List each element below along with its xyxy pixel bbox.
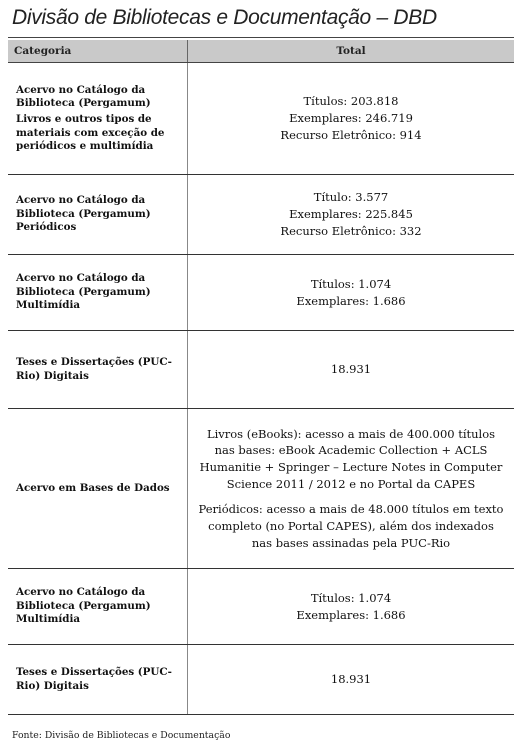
category-cell — [8, 175, 188, 255]
total-cell — [188, 255, 515, 331]
total-line: 18.931 — [330, 362, 372, 377]
total-line: Exemplares: 1.686 — [296, 607, 406, 622]
total-line: Títulos: 1.074 — [310, 276, 392, 291]
category-description: Livros e outros tipos de materiais com exceção de periódicos e multimídia — [16, 113, 165, 153]
table-row — [8, 63, 514, 175]
paragraph-gap — [198, 492, 504, 501]
category-title: Acervo no Catálogo da Biblioteca (Pergamum) Multimídia — [16, 272, 151, 312]
total-line: Recurso Eletrônico: 914 — [280, 127, 422, 142]
table-row — [8, 409, 514, 569]
total-cell — [188, 63, 515, 175]
total-line: Título: 3.577 — [313, 190, 389, 205]
table-header-row — [8, 40, 514, 63]
total-cell — [188, 645, 515, 715]
total-cell — [188, 409, 515, 569]
page-title: Divisão de Bibliotecas e Documentação – DBD — [12, 6, 437, 29]
total-line: Títulos: 1.074 — [310, 590, 392, 605]
category-cell — [8, 645, 188, 715]
category-cell — [8, 331, 188, 409]
category-title: Acervo no Catálogo da Biblioteca (Pergamum) Multimídia — [16, 586, 151, 626]
total-line: 18.931 — [330, 672, 372, 687]
total-cell — [188, 331, 515, 409]
category-title: Teses e Dissertações (PUC-Rio) Digitais — [16, 666, 172, 692]
category-cell — [8, 255, 188, 331]
category-cell — [8, 569, 188, 645]
table-row — [8, 175, 514, 255]
table-row — [8, 569, 514, 645]
total-line: Recurso Eletrônico: 332 — [280, 223, 422, 238]
total-line: Exemplares: 225.845 — [289, 207, 413, 222]
table-row — [8, 645, 514, 715]
category-title: Acervo no Catálogo da Biblioteca (Pergamum) — [16, 83, 151, 109]
total-line: Exemplares: 246.719 — [289, 111, 413, 126]
category-title: Acervo em Bases de Dados — [16, 481, 170, 494]
table-row — [8, 331, 514, 409]
title-divider — [8, 37, 514, 38]
category-title: Acervo no Catálogo da Biblioteca (Pergamum) Periódicos — [16, 194, 151, 234]
column-header-total: Total — [188, 40, 515, 63]
total-cell — [188, 175, 515, 255]
total-line: Títulos: 203.818 — [303, 94, 399, 109]
column-header-category: Categoria — [8, 40, 188, 63]
table-row — [8, 255, 514, 331]
total-line: Exemplares: 1.686 — [296, 293, 406, 308]
source-note: Fonte: Divisão de Bibliotecas e Documentação — [12, 730, 231, 741]
category-cell — [8, 63, 188, 175]
library-collection-table — [8, 40, 514, 715]
category-title: Teses e Dissertações (PUC-Rio) Digitais — [16, 356, 172, 382]
total-paragraph: Livros (eBooks): acesso a mais de 400.000 títulos nas bases: eBook Academic Collection + ACLS Humanitie + Springer – Lecture Notes in Computer Science 2011 / 2012 e no Portal da CAPES — [199, 426, 503, 491]
category-cell — [8, 409, 188, 569]
total-cell — [188, 569, 515, 645]
total-paragraph: Periódicos: acesso a mais de 48.000 títulos em texto completo (no Portal CAPES), além dos indexados nas bases assinadas pela PUC-Rio — [198, 502, 504, 550]
